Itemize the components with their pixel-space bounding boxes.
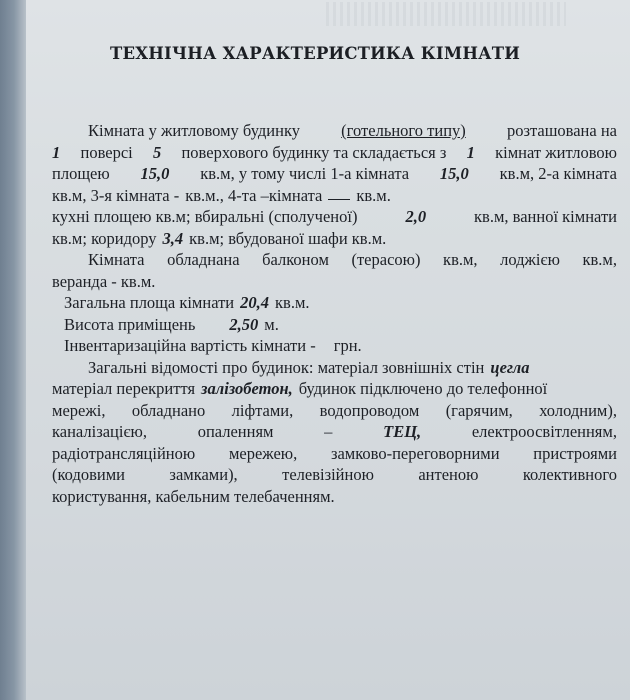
corridor-area-value: 3,4 bbox=[162, 228, 184, 248]
word: електроосвітленням, bbox=[471, 422, 617, 441]
text: кв.м, ванної кімнати bbox=[474, 207, 617, 226]
floor-value: 1 bbox=[52, 142, 61, 162]
room1-area-value: 15,0 bbox=[439, 164, 469, 183]
word: мережі, bbox=[52, 400, 106, 420]
text: користування, кабельним телебаченням. bbox=[52, 486, 335, 506]
p1-line-4 bbox=[52, 185, 617, 207]
text: поверхового будинку та складається з bbox=[181, 142, 447, 162]
word: колективного bbox=[522, 465, 617, 484]
text: лоджією bbox=[500, 250, 560, 269]
p2-line-2 bbox=[52, 271, 617, 293]
height-line bbox=[52, 314, 617, 336]
valuation-label: Інвентаризаційна вартість кімнати - bbox=[64, 336, 316, 355]
text: поверсі bbox=[80, 142, 133, 162]
blank-underline bbox=[328, 185, 350, 200]
text: кв.м; вбудованої шафи кв.м. bbox=[189, 228, 387, 248]
total-area-label: Загальна площа кімнати bbox=[64, 293, 235, 312]
p1-line-6 bbox=[52, 228, 617, 250]
text: Загальні відомості про будинок: матеріал зовнішніх стін bbox=[88, 357, 485, 377]
total-area-line bbox=[52, 292, 617, 314]
word: ліфтами, bbox=[231, 400, 294, 420]
document-body bbox=[52, 120, 617, 507]
valuation-unit: грн. bbox=[333, 336, 362, 355]
word: антеною bbox=[418, 465, 479, 484]
text: Кімната у житловому будинку bbox=[88, 121, 301, 140]
text: кв.м, bbox=[582, 250, 617, 269]
p1-line-2 bbox=[52, 142, 617, 164]
text: кухні площею кв.м; вбиральні (сполученої) bbox=[52, 207, 358, 226]
total-area-value: 20,4 bbox=[240, 293, 270, 312]
text: кв.м, bbox=[443, 250, 478, 269]
word: холодним), bbox=[539, 400, 617, 420]
word: (гарячим, bbox=[445, 400, 513, 420]
text: Кімната bbox=[88, 250, 145, 269]
p3-line-3 bbox=[52, 400, 617, 422]
toilet-area-value: 2,0 bbox=[405, 207, 427, 226]
word: водопроводом bbox=[319, 400, 420, 420]
text: кв.м., 4-та –кімната bbox=[185, 185, 323, 205]
word: пристроями bbox=[533, 443, 617, 463]
p3-line-2 bbox=[52, 378, 617, 400]
word: замками), bbox=[169, 465, 238, 484]
hotel-type-text: (готельного типу) bbox=[341, 121, 466, 140]
word: (кодовими bbox=[52, 465, 125, 484]
total-area-unit: кв.м. bbox=[275, 293, 310, 312]
bleed-through-text bbox=[326, 2, 566, 26]
p3-line-1 bbox=[52, 357, 617, 379]
p3-line-4 bbox=[52, 421, 617, 443]
text: кв.м, 2-а кімната bbox=[499, 164, 617, 183]
p2-line-1 bbox=[52, 249, 617, 271]
text: будинок підключено до телефонної bbox=[298, 379, 548, 398]
height-unit: м. bbox=[264, 314, 279, 334]
text: кв.м, у тому числі 1-а кімната bbox=[200, 164, 410, 183]
text: розташована на bbox=[506, 121, 617, 140]
height-label: Висота приміщень bbox=[64, 314, 196, 334]
word: телевізійною bbox=[282, 465, 374, 484]
text: (терасою) bbox=[351, 250, 421, 269]
text: матеріал перекриття bbox=[52, 379, 196, 398]
floor-material-value: залізобетон, bbox=[201, 379, 293, 398]
text: кв.м, 3-я кімната - bbox=[52, 185, 180, 205]
text: балконом bbox=[262, 250, 329, 269]
heating-value: ТЕЦ, bbox=[383, 422, 422, 441]
p3-line-7 bbox=[52, 486, 617, 508]
word: обладнано bbox=[131, 400, 206, 420]
living-area-value: 15,0 bbox=[140, 164, 170, 183]
rooms-count-value: 1 bbox=[466, 142, 475, 162]
text: обладнана bbox=[167, 250, 240, 269]
p1-line-1 bbox=[52, 120, 617, 142]
word: – bbox=[324, 422, 333, 441]
p1-line-5 bbox=[52, 206, 617, 228]
text: кімнат житловою bbox=[495, 142, 617, 162]
text: кв.м. bbox=[356, 185, 391, 205]
text: кв.м; коридору bbox=[52, 228, 157, 248]
document-title: ТЕХНІЧНА ХАРАКТЕРИСТИКА КІМНАТИ bbox=[109, 44, 521, 63]
word: опаленням bbox=[197, 422, 274, 441]
p1-line-3 bbox=[52, 163, 617, 185]
p3-line-6 bbox=[52, 464, 617, 486]
valuation-line bbox=[52, 335, 617, 357]
word: замково-переговорними bbox=[330, 443, 500, 463]
height-value: 2,50 bbox=[229, 314, 259, 334]
text: веранда - кв.м. bbox=[52, 271, 156, 291]
word: мережею, bbox=[228, 443, 298, 463]
word: каналізацією, bbox=[52, 422, 147, 441]
p3-line-5 bbox=[52, 443, 617, 465]
word: радіотрансляційною bbox=[52, 443, 196, 463]
text: площею bbox=[52, 164, 110, 183]
wall-material-value: цегла bbox=[490, 357, 530, 377]
floors-total-value: 5 bbox=[152, 142, 162, 162]
